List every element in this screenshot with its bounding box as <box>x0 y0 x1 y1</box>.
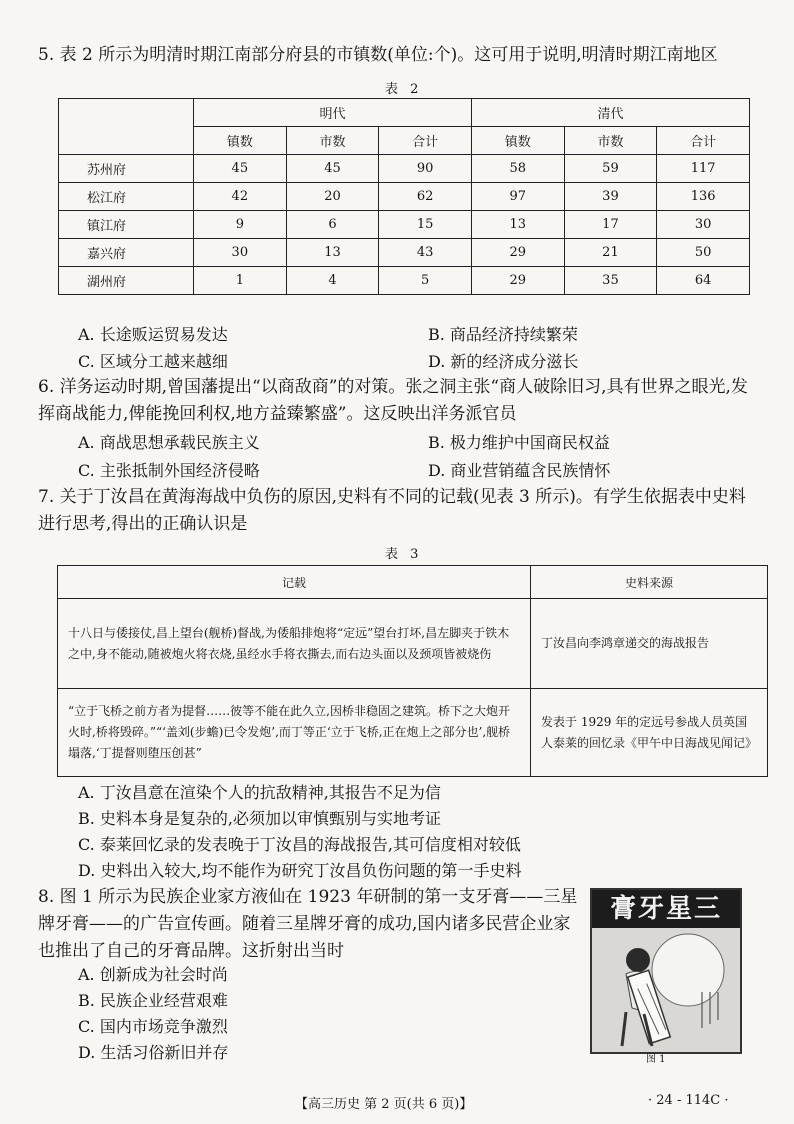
table-cell: 35 <box>564 267 657 295</box>
table-3-header-source: 史料来源 <box>531 566 768 599</box>
record-cell: “立于飞桥之前方者为提督……彼等不能在此久立,因桥非稳固之建筑。桥下之大炮开火时,桥将毁碎。”“‘盖刘(步蟾)已令发炮’,而丁等正‘立于飞桥,正在炮上之部分也’,舰桥塌落,‘丁提督则堕压创甚” <box>58 689 531 777</box>
table-cell: 62 <box>379 183 472 211</box>
option-c[interactable]: C. 国内市场竞争激烈 <box>78 1017 228 1036</box>
table-cell: 42 <box>194 183 287 211</box>
option-d[interactable]: D. 生活习俗新旧并存 <box>78 1043 229 1062</box>
source-cell: 丁汝昌向李鸿章递交的海战报告 <box>531 599 768 689</box>
table-cell: 6 <box>286 211 379 239</box>
option-c[interactable]: C. 泰莱回忆录的发表晚于丁汝昌的海战报告,其可信度相对较低 <box>78 835 521 854</box>
table-cell: 20 <box>286 183 379 211</box>
table-cell: 5 <box>379 267 472 295</box>
table-cell: 43 <box>379 239 472 267</box>
table-cell: 136 <box>657 183 750 211</box>
question-5-options <box>78 322 758 376</box>
table-cell: 21 <box>564 239 657 267</box>
option-d[interactable]: D. 史料出入较大,均不能作为研究丁汝昌负伤问题的第一手史料 <box>78 861 522 880</box>
table-2-col-header: 市数 <box>286 127 379 155</box>
table-cell: 17 <box>564 211 657 239</box>
table-cell: 45 <box>194 155 287 183</box>
table-3-caption: 表 3 <box>385 547 423 562</box>
table-cell: 64 <box>657 267 750 295</box>
table-cell: 59 <box>564 155 657 183</box>
table-cell: 29 <box>471 239 564 267</box>
table-row <box>59 155 750 183</box>
option-d[interactable]: D. 商业营销蕴含民族情怀 <box>428 461 611 480</box>
table-row <box>59 239 750 267</box>
table-row <box>58 689 768 777</box>
table-cell: 117 <box>657 155 750 183</box>
question-7 <box>38 484 758 538</box>
table-2-group-qing: 清代 <box>471 99 749 127</box>
row-header: 湖州府 <box>59 267 194 295</box>
page-footer: 【高三历史 第 2 页(共 6 页)】 <box>295 1097 473 1112</box>
table-cell: 50 <box>657 239 750 267</box>
question-6-options <box>78 430 758 484</box>
table-cell: 13 <box>286 239 379 267</box>
option-b[interactable]: B. 商品经济持续繁荣 <box>428 325 578 344</box>
poster-illustration <box>592 928 740 1052</box>
table-cell: 45 <box>286 155 379 183</box>
question-6-stem: 6. 洋务运动时期,曾国藩提出“以商敌商”的对策。张之洞主张“商人破除旧习,具有世界之眼光,发挥商战能力,俾能挽回利权,地方益臻繁盛”。这反映出洋务派官员 <box>38 377 748 424</box>
table-cell: 39 <box>564 183 657 211</box>
table-2-col-header: 市数 <box>564 127 657 155</box>
table-cell: 30 <box>194 239 287 267</box>
option-a[interactable]: A. 商战思想承载民族主义 <box>78 433 260 452</box>
table-row <box>59 183 750 211</box>
table-cell: 90 <box>379 155 472 183</box>
table-row <box>59 267 750 295</box>
toothpaste-poster-figure <box>590 888 742 1054</box>
question-8-options <box>78 962 478 1066</box>
row-header: 苏州府 <box>59 155 194 183</box>
table-cell: 4 <box>286 267 379 295</box>
table-row <box>59 211 750 239</box>
option-a[interactable]: A. 丁汝昌意在渲染个人的抗敌精神,其报告不足为信 <box>78 783 441 802</box>
question-5-stem: 5. 表 2 所示为明清时期江南部分府县的市镇数(单位:个)。这可用于说明,明清时期江南地区 <box>38 45 718 65</box>
option-c[interactable]: C. 区域分工越来越细 <box>78 352 228 371</box>
option-a[interactable]: A. 长途贩运贸易发达 <box>78 325 228 344</box>
table-2-corner <box>59 99 194 155</box>
question-7-stem: 7. 关于丁汝昌在黄海海战中负伤的原因,史料有不同的记载(见表 3 所示)。有学生依据表中史料进行思考,得出的正确认识是 <box>38 487 746 534</box>
option-a[interactable]: A. 创新成为社会时尚 <box>78 965 228 984</box>
option-b[interactable]: B. 极力维护中国商民权益 <box>428 433 610 452</box>
table-cell: 1 <box>194 267 287 295</box>
table-2-col-header: 合计 <box>379 127 472 155</box>
table-3 <box>57 565 768 777</box>
option-c[interactable]: C. 主张抵制外国经济侵略 <box>78 461 260 480</box>
page-code: · 24 - 114C · <box>648 1093 729 1108</box>
question-8-stem: 8. 图 1 所示为民族企业家方液仙在 1923 年研制的第一支牙膏——三星牌牙膏——的广告宣传画。随着三星牌牙膏的成功,国内诸多民营企业家也推出了自己的牙膏品牌。这折射出当时 <box>38 887 578 961</box>
question-5 <box>38 42 758 69</box>
table-2-col-header: 镇数 <box>194 127 287 155</box>
table-cell: 30 <box>657 211 750 239</box>
table-2-caption: 表 2 <box>385 82 423 97</box>
record-cell: 十八日与倭接仗,昌上望台(舰桥)督战,为倭船排炮将“定远”望台打坏,昌左脚夹于铁木之中,身不能动,随被炮火将衣烧,虽经水手将衣撕去,而右边头面以及颈项皆被烧伤 <box>58 599 531 689</box>
table-cell: 97 <box>471 183 564 211</box>
table-2 <box>58 98 750 295</box>
option-b[interactable]: B. 史料本身是复杂的,必须加以审慎甄别与实地考证 <box>78 809 442 828</box>
table-row <box>58 599 768 689</box>
table-cell: 9 <box>194 211 287 239</box>
poster-title: 膏牙星三 <box>592 890 740 928</box>
row-header: 镇江府 <box>59 211 194 239</box>
table-cell: 15 <box>379 211 472 239</box>
table-cell: 13 <box>471 211 564 239</box>
question-7-options <box>78 780 758 888</box>
table-cell: 29 <box>471 267 564 295</box>
source-cell: 发表于 1929 年的定远号参战人员英国人泰莱的回忆录《甲午中日海战见闻记》 <box>531 689 768 777</box>
table-2-col-header: 镇数 <box>471 127 564 155</box>
table-2-group-ming: 明代 <box>194 99 472 127</box>
question-6 <box>38 374 758 428</box>
option-b[interactable]: B. 民族企业经营艰难 <box>78 991 228 1010</box>
figure-1-caption: 图 1 <box>646 1054 666 1065</box>
option-d[interactable]: D. 新的经济成分滋长 <box>428 352 579 371</box>
table-cell: 58 <box>471 155 564 183</box>
question-8 <box>38 884 578 965</box>
row-header: 松江府 <box>59 183 194 211</box>
row-header: 嘉兴府 <box>59 239 194 267</box>
table-3-header-record: 记载 <box>58 566 531 599</box>
table-2-col-header: 合计 <box>657 127 750 155</box>
